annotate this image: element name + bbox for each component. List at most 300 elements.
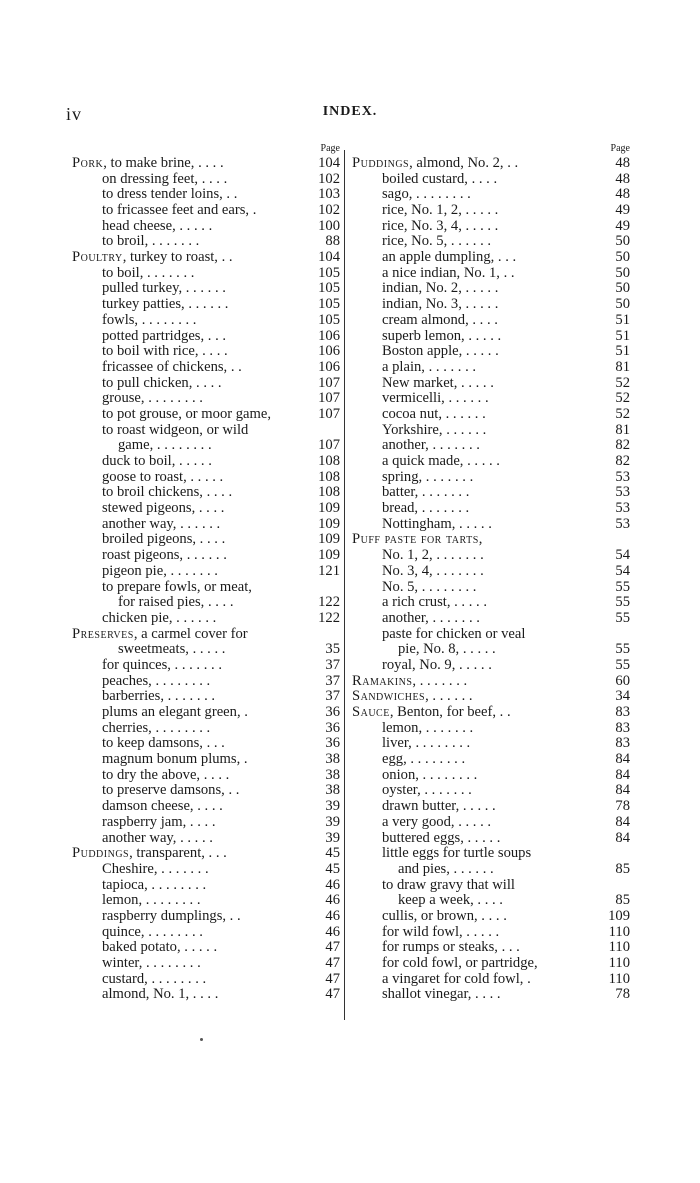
entry-label: , . . . . . . . [412, 673, 468, 689]
entry-page-number: 51 [615, 327, 630, 344]
entry-page-number: 106 [318, 343, 340, 360]
page-number: iv [66, 104, 83, 124]
index-entry [72, 580, 340, 596]
entry-text [102, 485, 310, 501]
entry-page-number: 83 [615, 704, 630, 721]
index-entry [352, 564, 630, 580]
entry-label: cherries, . . . . . . . . [102, 720, 211, 736]
entry-text [102, 172, 310, 188]
entry-text [382, 203, 600, 219]
index-entry [352, 642, 630, 658]
entry-page-number: 104 [318, 249, 340, 266]
entry-label: to broil chickens, . . . . [102, 485, 233, 501]
index-entry [352, 391, 630, 407]
entry-page-number: 49 [615, 217, 630, 234]
index-entry [352, 407, 630, 423]
index-entry [352, 846, 630, 862]
entry-text [352, 674, 600, 690]
entry-page-number: 107 [318, 374, 340, 391]
index-entry [352, 862, 630, 878]
entry-text [382, 548, 600, 564]
entry-page-number: 50 [615, 249, 630, 266]
entry-label: another way, . . . . . . [102, 516, 221, 532]
entry-page-number: 53 [615, 484, 630, 501]
entry-label: raspberry jam, . . . . [102, 814, 216, 830]
index-entry [352, 784, 630, 800]
index-entry [352, 234, 630, 250]
index-entry [352, 752, 630, 768]
entry-label: game, . . . . . . . . [118, 438, 212, 454]
index-entry [72, 752, 340, 768]
running-title: INDEX. [322, 104, 378, 119]
index-entry [352, 297, 630, 313]
index-column-right [352, 142, 630, 1003]
entry-page-number: 84 [615, 766, 630, 783]
entry-page-number: 84 [615, 829, 630, 846]
entry-page-number: 36 [325, 719, 340, 736]
entry-page-number: 84 [615, 782, 630, 799]
entry-text [382, 438, 600, 454]
index-entry [352, 329, 630, 345]
entry-label: , [478, 532, 483, 548]
entry-label: winter, . . . . . . . . [102, 956, 201, 972]
entry-page-number: 109 [318, 547, 340, 564]
entry-page-number: 47 [325, 970, 340, 987]
index-entry [72, 893, 340, 909]
entry-label: Boston apple, . . . . . [382, 344, 499, 360]
entry-text [382, 595, 600, 611]
entry-text [102, 909, 310, 925]
entry-page-number: 51 [615, 311, 630, 328]
index-entry [72, 831, 340, 847]
entry-label: to boil with rice, . . . . [102, 344, 228, 360]
entry-text [102, 501, 310, 517]
entry-label: pulled turkey, . . . . . . [102, 281, 226, 297]
entry-text [118, 642, 310, 658]
entry-text [102, 454, 310, 470]
entry-text [382, 972, 600, 988]
index-entry [352, 454, 630, 470]
entry-label: Cheshire, . . . . . . . [102, 861, 209, 877]
entry-text [382, 172, 600, 188]
index-entry [352, 250, 630, 266]
entry-page-number: 104 [318, 154, 340, 171]
entry-page-number: 48 [615, 170, 630, 187]
index-entry [352, 517, 630, 533]
entry-text [102, 360, 310, 376]
entry-text [382, 454, 600, 470]
entry-category: Ramakins [352, 673, 413, 689]
entry-label: paste for chicken or veal [382, 626, 526, 642]
entry-label: a very good, . . . . . [382, 814, 492, 830]
entry-label: tapioca, . . . . . . . . [102, 877, 207, 893]
entry-text [352, 689, 600, 705]
entry-page-number: 121 [318, 562, 340, 579]
index-entry [352, 344, 630, 360]
index-entry [352, 501, 630, 517]
entry-text [398, 862, 600, 878]
entry-label: royal, No. 9, . . . . . [382, 657, 492, 673]
entry-page-number: 46 [325, 876, 340, 893]
index-entry [352, 533, 630, 549]
entry-page-number: 108 [318, 468, 340, 485]
entry-text [382, 250, 600, 266]
entry-page-number: 102 [318, 170, 340, 187]
index-entry [72, 250, 340, 266]
index-entry [72, 454, 340, 470]
index-entry [72, 156, 340, 172]
entry-page-number: 39 [325, 798, 340, 815]
entry-label: grouse, . . . . . . . . [102, 391, 203, 407]
entry-page-number: 102 [318, 202, 340, 219]
entry-label: for rumps or steaks, . . . [382, 940, 520, 956]
entry-label: on dressing feet, . . . . [102, 171, 228, 187]
entry-text [102, 940, 310, 956]
entry-label: an apple dumpling, . . . [382, 250, 517, 266]
entry-label: cream almond, . . . . [382, 312, 498, 328]
entry-text [352, 156, 600, 172]
entry-text [102, 407, 310, 423]
entry-page-number: 82 [615, 453, 630, 470]
index-entry [72, 219, 340, 235]
entry-label: spring, . . . . . . . [382, 469, 474, 485]
entry-text [102, 925, 310, 941]
entries-right [352, 156, 630, 1003]
entry-label: lemon, . . . . . . . [382, 720, 474, 736]
index-entry [72, 705, 340, 721]
entry-text [102, 611, 310, 627]
entry-page-number: 53 [615, 500, 630, 517]
entry-page-number: 107 [318, 390, 340, 407]
index-entry [352, 376, 630, 392]
entry-label: quince, . . . . . . . . [102, 924, 203, 940]
entry-text [102, 313, 310, 329]
index-entry [352, 831, 630, 847]
entry-page-number: 84 [615, 813, 630, 830]
entry-label: , turkey to roast, . . [122, 250, 233, 266]
entry-label: turkey patties, . . . . . . [102, 297, 229, 313]
entry-text [102, 831, 310, 847]
entry-label: roast pigeons, . . . . . . [102, 548, 227, 564]
entry-text [102, 862, 310, 878]
entry-page-number: 47 [325, 955, 340, 972]
entry-text [102, 219, 310, 235]
entry-label: to dry the above, . . . . [102, 767, 230, 783]
entry-label: for wild fowl, . . . . . [382, 924, 500, 940]
index-entry [72, 956, 340, 972]
entry-label: head cheese, . . . . . [102, 218, 213, 234]
entry-page-number: 122 [318, 594, 340, 611]
index-entry [72, 799, 340, 815]
entry-text [382, 658, 600, 674]
entry-page-number: 48 [615, 154, 630, 171]
entry-label: rice, No. 5, . . . . . . [382, 234, 492, 250]
entry-label: to pull chicken, . . . . [102, 375, 222, 391]
entry-text [382, 470, 600, 486]
entry-text [102, 893, 310, 909]
entry-label: superb lemon, . . . . . [382, 328, 502, 344]
entry-page-number: 106 [318, 327, 340, 344]
entry-label: boiled custard, . . . . [382, 171, 498, 187]
index-entry [72, 815, 340, 831]
index-entry [72, 862, 340, 878]
entry-page-number: 48 [615, 186, 630, 203]
entry-label: to keep damsons, . . . [102, 736, 225, 752]
entry-page-number: 46 [325, 892, 340, 909]
entry-page-number: 53 [615, 468, 630, 485]
entry-text [102, 658, 310, 674]
entry-text [382, 987, 600, 1003]
entry-text [382, 736, 600, 752]
entry-label: , Benton, for beef, . . [389, 705, 511, 721]
entry-category: Sauce [352, 705, 390, 721]
index-entry [352, 689, 630, 705]
index-entry [72, 360, 340, 376]
entry-page-number: 109 [318, 500, 340, 517]
index-entry [72, 940, 340, 956]
entry-page-number: 110 [608, 923, 630, 940]
entry-page-number: 110 [608, 939, 630, 956]
page-column-label: Page [320, 143, 340, 154]
index-entry [352, 423, 630, 439]
entry-page-number: 55 [615, 641, 630, 658]
index-entry [72, 517, 340, 533]
entry-page-number: 105 [318, 311, 340, 328]
entry-label: peaches, . . . . . . . . [102, 673, 211, 689]
index-entry [72, 987, 340, 1003]
index-entry [352, 360, 630, 376]
entry-page-number: 81 [615, 421, 630, 438]
entry-page-number: 107 [318, 405, 340, 422]
index-entry [352, 799, 630, 815]
entry-text [118, 438, 310, 454]
entry-page-number: 60 [615, 672, 630, 689]
entry-label: another way, . . . . . [102, 830, 213, 846]
index-entry [352, 925, 630, 941]
index-entry [72, 344, 340, 360]
entry-label: for raised pies, . . . . [118, 595, 234, 611]
entry-label: cullis, or brown, . . . . [382, 908, 507, 924]
entry-page-number: 50 [615, 264, 630, 281]
entry-category: Sandwiches [352, 689, 426, 705]
entry-page-number: 37 [325, 688, 340, 705]
index-entry [72, 736, 340, 752]
index-entry [352, 768, 630, 784]
entry-page-number: 52 [615, 405, 630, 422]
entry-text [72, 250, 310, 266]
index-entry [72, 266, 340, 282]
entry-page-number: 54 [615, 562, 630, 579]
entry-text [102, 674, 310, 690]
entry-label: drawn butter, . . . . . [382, 799, 496, 815]
entry-label: to pot grouse, or moor game, [102, 406, 272, 422]
index-entry [352, 987, 630, 1003]
entry-page-number: 109 [318, 515, 340, 532]
index-entry [72, 925, 340, 941]
index-entry [352, 705, 630, 721]
entry-label: potted partridges, . . . [102, 328, 227, 344]
entry-page-number: 85 [615, 860, 630, 877]
entry-text [102, 689, 310, 705]
entry-page-number: 38 [325, 766, 340, 783]
entry-text [72, 156, 310, 172]
entry-page-number: 108 [318, 453, 340, 470]
entry-text [102, 768, 310, 784]
entry-text [102, 564, 310, 580]
entry-page-number: 53 [615, 515, 630, 532]
entry-label: , transparent, . . . [129, 846, 227, 862]
entry-label: stewed pigeons, . . . . [102, 501, 225, 517]
entry-page-number: 51 [615, 343, 630, 360]
entry-label: barberries, . . . . . . . [102, 689, 216, 705]
entry-text [102, 815, 310, 831]
entry-label: little eggs for turtle soups [382, 846, 532, 862]
entry-label: to boil, . . . . . . . [102, 265, 195, 281]
index-entry [72, 533, 340, 549]
entry-text [382, 940, 600, 956]
entry-text [72, 627, 310, 643]
entry-text [382, 925, 600, 941]
index-entry [352, 156, 630, 172]
entry-page-number: 109 [318, 531, 340, 548]
index-entry [72, 564, 340, 580]
entry-text [102, 736, 310, 752]
entry-label: to prepare fowls, or meat, [102, 579, 252, 595]
entry-text [102, 470, 310, 486]
entry-label: No. 1, 2, . . . . . . . [382, 548, 484, 564]
index-entry [352, 956, 630, 972]
index-entry [72, 376, 340, 392]
index-entry [72, 595, 340, 611]
entry-text [382, 517, 600, 533]
entry-page-number: 85 [615, 892, 630, 909]
entry-text [102, 423, 310, 439]
entry-page-number: 108 [318, 484, 340, 501]
entry-text [102, 266, 310, 282]
entry-text [102, 297, 310, 313]
entry-page-number: 45 [325, 845, 340, 862]
entry-page-number: 88 [325, 233, 340, 250]
entry-text [102, 391, 310, 407]
entry-page-number: 105 [318, 280, 340, 297]
entry-category: Puff paste for tarts [352, 532, 479, 548]
entry-text [102, 532, 310, 548]
index-entry [72, 909, 340, 925]
entry-text [102, 721, 310, 737]
entry-text [102, 705, 310, 721]
entry-page-number: 35 [325, 641, 340, 658]
entry-text [382, 360, 600, 376]
entry-label: damson cheese, . . . . [102, 799, 223, 815]
entry-page-number: 103 [318, 186, 340, 203]
entry-text [382, 815, 600, 831]
entry-page-number: 105 [318, 264, 340, 281]
index-entry [352, 438, 630, 454]
entry-label: to broil, . . . . . . . [102, 234, 200, 250]
entry-text [102, 517, 310, 533]
entry-label: to dress tender loins, . . [102, 187, 238, 203]
index-entry [72, 172, 340, 188]
entry-label: vermicelli, . . . . . . [382, 391, 489, 407]
index-entry [72, 642, 340, 658]
index-entry [352, 172, 630, 188]
index-entry [72, 846, 340, 862]
entry-page-number: 122 [318, 609, 340, 626]
index-entry [352, 313, 630, 329]
entry-text [382, 407, 600, 423]
index-entry [72, 721, 340, 737]
entry-label: , a carmel cover for [133, 626, 248, 642]
entry-text [382, 297, 600, 313]
index-entry [352, 658, 630, 674]
entry-text [382, 752, 600, 768]
entry-page-number: 55 [615, 656, 630, 673]
entry-page-number: 55 [615, 594, 630, 611]
entry-label: cocoa nut, . . . . . . [382, 406, 486, 422]
page-column-label: Page [610, 143, 630, 154]
index-entry [72, 548, 340, 564]
entry-label: No. 5, . . . . . . . . [382, 579, 477, 595]
entry-label: a plain, . . . . . . . [382, 359, 477, 375]
entry-label: a nice indian, No. 1, . . [382, 265, 515, 281]
entry-page-number: 36 [325, 704, 340, 721]
entry-label: shallot vinegar, . . . . [382, 987, 501, 1003]
entry-page-number: 106 [318, 358, 340, 375]
index-entry [352, 736, 630, 752]
entry-text [382, 313, 600, 329]
entry-label: to fricassee feet and ears, . [102, 203, 257, 219]
entry-text [382, 627, 600, 643]
index-entry [72, 689, 340, 705]
entry-text [102, 329, 310, 345]
entry-text [102, 187, 310, 203]
entry-page-number: 55 [615, 609, 630, 626]
entry-text [102, 783, 310, 799]
entry-label: buttered eggs, . . . . . [382, 830, 501, 846]
entry-text [382, 187, 600, 203]
entry-label: Yorkshire, . . . . . . [382, 422, 487, 438]
entry-label: to roast widgeon, or wild [102, 422, 249, 438]
entry-label: onion, . . . . . . . . [382, 767, 478, 783]
entry-text [382, 909, 600, 925]
entry-label: almond, No. 1, . . . . [102, 987, 219, 1003]
index-entry [352, 187, 630, 203]
entry-label: baked potato, . . . . . [102, 940, 218, 956]
entry-page-number: 78 [615, 798, 630, 815]
entry-label: duck to boil, . . . . . [102, 454, 212, 470]
entry-page-number: 107 [318, 437, 340, 454]
index-entry [352, 203, 630, 219]
entry-label: rice, No. 3, 4, . . . . . [382, 218, 499, 234]
entry-page-number: 83 [615, 719, 630, 736]
entry-page-number: 55 [615, 578, 630, 595]
index-entry [352, 595, 630, 611]
entry-text [72, 846, 310, 862]
entry-label: batter, . . . . . . . [382, 485, 470, 501]
entry-page-number: 50 [615, 233, 630, 250]
index-entry [72, 438, 340, 454]
entry-label: and pies, . . . . . . [398, 861, 494, 877]
entry-text [382, 234, 600, 250]
entry-text [382, 564, 600, 580]
entry-text [382, 266, 600, 282]
entry-text [102, 548, 310, 564]
entry-page-number: 100 [318, 217, 340, 234]
entry-text [382, 611, 600, 627]
entry-label: magnum bonum plums, . [102, 752, 248, 768]
entry-text [382, 580, 600, 596]
entry-page-number: 39 [325, 813, 340, 830]
